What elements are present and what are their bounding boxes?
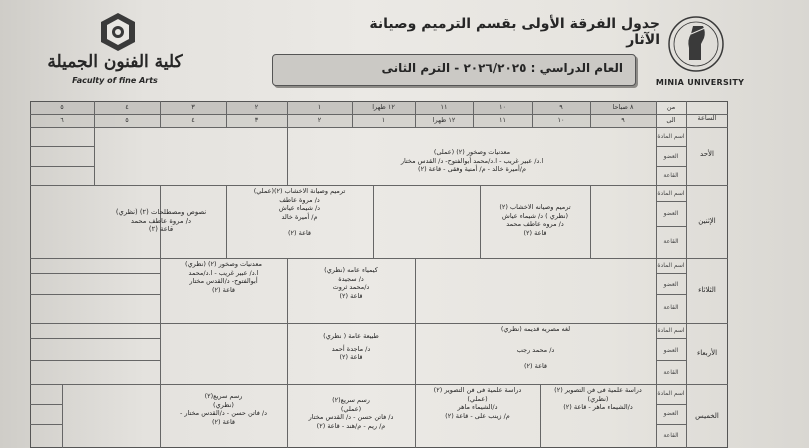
to-time: ٣	[254, 116, 259, 124]
row-label-room: القاعة	[663, 304, 679, 311]
row-label-member: العضو	[663, 210, 679, 217]
to-time: ٥	[125, 116, 129, 124]
to-time: ٦	[60, 116, 64, 124]
monday-course-wood-theory: ترميم وصيانه الاخشاب (٢) (نظري ) د/ شيماء عياش د/ مروه عاطف محمد قاعة (٢)	[499, 203, 571, 237]
nefertiti-emblem-icon	[667, 14, 725, 74]
to-time: ٢	[317, 116, 322, 124]
thursday-course-painting-theory: دراسة علمية فى فن التصوير (٢) (نظري) د/الشيماء ماهر - قاعة (٢)	[554, 386, 642, 411]
from-time: ١١	[440, 103, 448, 111]
row-label-subject: اسم المادة	[657, 190, 685, 197]
university-logo	[655, 14, 745, 94]
to-time: ٩	[621, 116, 625, 124]
faculty-emblem-icon	[98, 12, 138, 52]
thursday-course-painting-practical: دراسة علمية فى فن التصوير (٢) (عملي) د/الشيماء ماهر م/ زينب على - قاعة (٢)	[433, 386, 522, 420]
from-time: ٥	[60, 103, 64, 111]
faculty-logo	[40, 8, 190, 92]
faculty-name-ar: كلية الفنون الجميلة	[47, 52, 183, 72]
from-time: ١٢ ظهرا	[372, 103, 395, 111]
to-time: ١٢ ظهرا	[432, 116, 456, 124]
from-time: ٢	[254, 103, 259, 111]
wednesday-course-egyptian: لغه مصريه قديمه (نظري) د/ محمد رجب قاعة (٢)	[500, 325, 571, 370]
monday-course-terminology: نصوص ومصطلحات (٢) (نظري) د/ مروة عاطف محمد قاعة (٢)	[115, 208, 207, 233]
row-label-member: العضو	[663, 410, 679, 417]
row-label-room: القاعة	[663, 172, 679, 179]
row-label-room: القاعة	[663, 238, 679, 245]
from-time: ٨ صباحا	[612, 103, 634, 111]
sunday-course: معدنيات وصخور (٢) (عملى) ا.د/ عبير غريب - ا.د/محمد أبوالفتوح- د/ القدس مختار م/أميرة خالد - م/ أمنية وفقى - قاعة (٢)	[400, 148, 544, 173]
to-time: ١	[381, 116, 386, 124]
row-label-member: العضو	[663, 347, 679, 354]
academic-year-box	[272, 54, 636, 86]
to-time: ١٠	[557, 116, 565, 124]
day-wednesday: الأربعاء	[696, 349, 718, 357]
from-time: ٣	[191, 103, 195, 111]
row-label-subject: اسم المادة	[657, 133, 685, 140]
university-name-en: MINIA UNIVERSITY	[655, 78, 745, 87]
thursday-course-sketching-practical: رسم سريع(٢) (عملي) د/ فاتن حسن - د/ القدس مختار م/ ريم - م/هند - قاعة (٢)	[308, 396, 394, 430]
row-label-room: القاعة	[663, 432, 679, 439]
thursday-course-sketching-theory: رسم سريع(٢) (نظري) د/ فاتن حسن - د/القدس مختار - قاعة (٢)	[179, 392, 268, 426]
faculty-name-en: Faculty of fine Arts	[72, 76, 158, 85]
row-label-subject: اسم المادة	[657, 390, 685, 397]
row-label-member: العضو	[663, 281, 679, 288]
day-tuesday: الثلاثاء	[698, 286, 716, 294]
academic-year: العام الدراسي : ٢٠٢٦/٢٠٢٥ - الترم الثانى	[381, 61, 623, 75]
from-label: من	[666, 103, 676, 111]
day-monday: الإثنين	[698, 217, 716, 225]
monday-course-wood-practical: ترميم وصيانة الاخشاب (٢)(عملي) د/ مروة عاطف د/ شيماء عياش م/ أميرة خالد قاعة (٢)	[253, 187, 346, 237]
from-time: ١	[317, 103, 322, 111]
tuesday-course-chemistry: كيمياء عامه (نظري) د/ سجيدة د/محمد ثروت قاعة (٢)	[324, 266, 378, 300]
to-time: ١١	[499, 116, 506, 124]
to-time: ٤	[191, 116, 195, 124]
row-label-subject: اسم المادة	[657, 262, 685, 269]
to-label: الى	[666, 116, 676, 124]
wednesday-course-physics: طبيعة عامة ( نظري) د/ ماجدة أحمد قاعة (٢)	[323, 332, 379, 361]
tuesday-course-minerals-theory: معدنيات وصخور (٢) (نظري) ا.د/ عبير غريب - ا.د/محمد أبوالفتوح- د/القدس مختار قاعة (٢)	[185, 260, 262, 294]
day-thursday: الخميس	[695, 412, 719, 420]
row-label-subject: اسم المادة	[657, 327, 685, 334]
row-label-room: القاعة	[663, 369, 679, 376]
page-title: جدول الفرقة الأولى بقسم الترميم وصيانة الآثار	[369, 16, 660, 48]
row-label-member: العضو	[663, 153, 679, 160]
time-header: الساعة	[697, 114, 717, 122]
day-sunday: الأحد	[700, 150, 714, 158]
from-time: ٤	[125, 103, 129, 111]
from-time: ٩	[559, 103, 563, 111]
from-time: ١٠	[499, 103, 506, 111]
